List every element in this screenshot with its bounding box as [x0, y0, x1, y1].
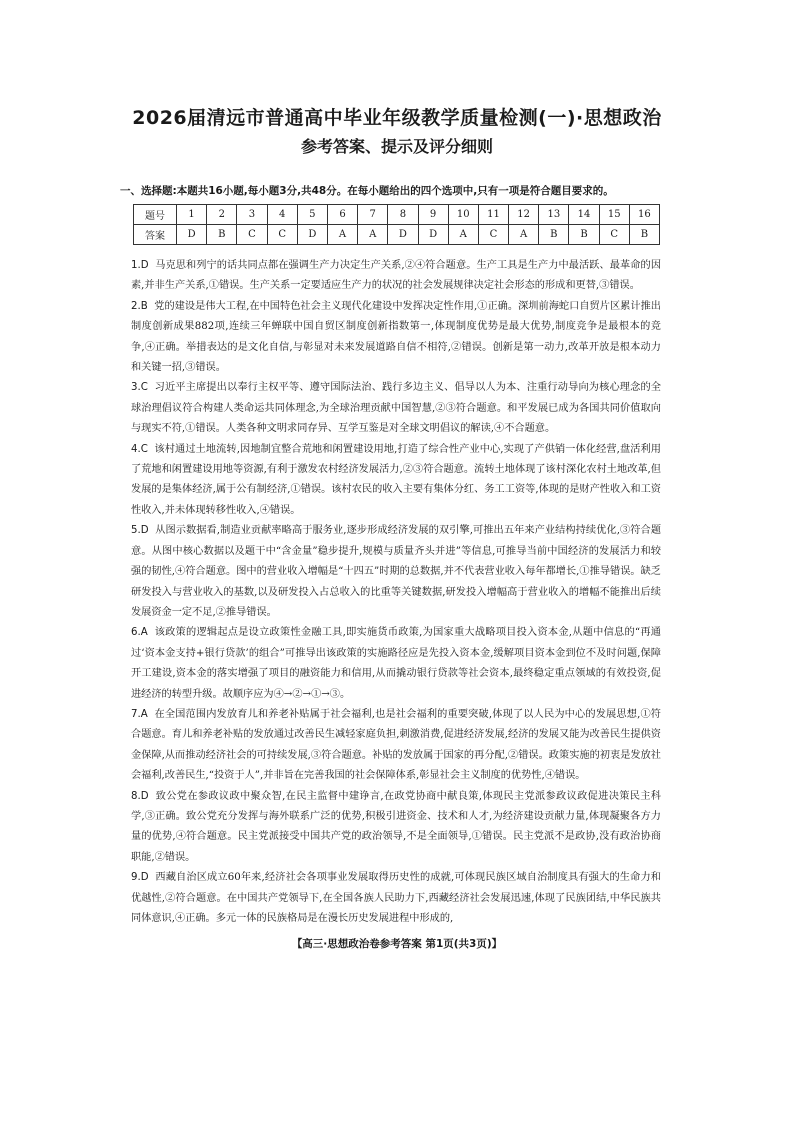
- item-number: 8.D: [131, 790, 149, 802]
- item-number: 2.B: [131, 300, 148, 312]
- answer-cell: C: [599, 225, 629, 245]
- item-text: 该村通过土地流转,因地制宜整合荒地和闲置建设用地,打造了综合性产业中心,实现了产供销一体化经营,盘活利用了荒地和闲置建设用地等资源,有利于激发农村经济发展活力,②③符合题意。流转土地体现了该村深化农村土地改革,但发展的是集体经济,属于公有制经济,①错误。该村农民的收入主要有集体分红、务工工资等,体现的是财产性收入和工资性收入,并未体现转移性收入,④错误。: [131, 443, 661, 516]
- question-number: 1: [177, 205, 207, 225]
- item-text: 从图示数据看,制造业贡献率略高于服务业,逐步形成经济发展的双引擎,可推出五年来产业结构持续优化,③符合题意。从图中核心数据以及题干中“含金量”稳步提升,规模与质量齐头并进”等信息,可推导当前中国经济的发展活力和较强的韧性,④符合题意。图中的营业收入增幅是“十四五”时期的总数据,并不代表营业收入每年都增长,①推导错误。缺乏研发投入与营业收入的基数,以及研发投入占总收入的比重等关键数据,研发投入增幅高于营业收入的增幅不能推出后续发展资金一定不足,②推导错误。: [131, 525, 662, 618]
- explanation-item: [131, 297, 661, 379]
- item-number: 4.C: [131, 443, 148, 455]
- row-label-question: 题号: [134, 205, 177, 225]
- question-number: 5: [297, 205, 327, 225]
- explanation-item: [131, 521, 661, 623]
- question-number: 15: [599, 205, 629, 225]
- question-number: 13: [539, 205, 569, 225]
- answer-cell: B: [207, 225, 237, 245]
- page-title: 2026届清远市普通高中毕业年级教学质量检测(一)·思想政治: [132, 107, 662, 129]
- item-number: 6.A: [131, 627, 148, 639]
- answer-cell: A: [358, 225, 388, 245]
- page-footer: 【高三·思想政治卷参考答案 第1页(共3页)】: [291, 938, 503, 950]
- row-label-answer: 答案: [134, 225, 177, 245]
- item-text: 在全国范围内发放育儿和养老补贴属于社会福利,也是社会福利的重要突破,体现了以人民为中心的发展思想,①符合题意。育儿和养老补贴的发放通过改善民生减轻家庭负担,刺激消费,促进经济发展,经济的发展又能为改善民生提供资金保障,从而推动经济社会的可持续发展,③符合题意。补贴的发放属于国家的再分配,②错误。政策实施的初衷是发放社会福利,改善民生,“投资于人”,并非旨在完善我国的社会保障体系,彰显社会主义制度的优势性,④错误。: [131, 708, 661, 782]
- answer-cell: D: [418, 225, 448, 245]
- page-subtitle: 参考答案、提示及评分细则: [300, 137, 493, 156]
- item-number: 5.D: [131, 525, 149, 537]
- answer-cell: D: [388, 225, 418, 245]
- answer-row: [134, 225, 660, 245]
- answer-cell: B: [629, 225, 659, 245]
- explanation-item: [131, 623, 661, 705]
- answer-cell: A: [509, 225, 539, 245]
- question-number: 4: [267, 205, 297, 225]
- item-text: 党的建设是伟大工程,在中国特色社会主义现代化建设中发挥决定性作用,①正确。深圳前海蛇口自贸片区累计推出制度创新成果882项,连续三年蝉联中国自贸区制度创新指数第一,体现制度优势是最大优势,制度竞争是最根本的竞争,④正确。举措表达的是文化自信,与彰显对未来发展道路自信不相符,②错误。创新是第一动力,改革开放是根本动力和关键一招,③错误。: [131, 300, 661, 374]
- explanation-item: [131, 787, 661, 869]
- answer-cell: C: [478, 225, 508, 245]
- explanation-list: [131, 256, 661, 929]
- question-number: 11: [478, 205, 508, 225]
- section-heading: 一、选择题:本题共16小题,每小题3分,共48分。在每小题给出的四个选项中,只有一项是符合题目要求的。: [120, 185, 614, 197]
- item-number: 7.A: [131, 708, 148, 720]
- item-number: 9.D: [131, 872, 149, 884]
- question-number: 8: [388, 205, 418, 225]
- question-number: 7: [358, 205, 388, 225]
- answer-cell: C: [267, 225, 297, 245]
- question-number-row: [134, 205, 660, 225]
- item-text: 西藏自治区成立60年来,经济社会各项事业发展取得历史性的成就,可体现民族区域自治制度具有强大的生命力和优越性,②符合题意。在中国共产党领导下,在全国各族人民助力下,西藏经济社会发展迅速,体现了民族团结,中华民族共同体意识,④正确。多元一体的民族格局是在漫长历史发展进程中形成的,: [131, 872, 661, 924]
- answer-cell: D: [297, 225, 327, 245]
- answer-table: [133, 204, 660, 245]
- question-number: 10: [448, 205, 478, 225]
- explanation-item: [131, 440, 661, 522]
- explanation-item: [131, 868, 661, 929]
- answer-cell: B: [569, 225, 599, 245]
- item-text: 致公党在参政议政中聚众智,在民主监督中建诤言,在政党协商中献良策,体现民主党派参政议政促进决策民主科学,③正确。致公党充分发挥与海外联系广泛的优势,积极引进资金、技术和人才,为经济建设贡献力量,体现凝聚各方力量的优势,④符合题意。民主党派接受中国共产党的政治领导,不是全面领导,①错误。民主党派不是政协,没有政治协商职能,②错误。: [131, 790, 661, 863]
- explanation-item: [131, 705, 661, 787]
- question-number: 3: [237, 205, 267, 225]
- answer-cell: A: [448, 225, 478, 245]
- question-number: 9: [418, 205, 448, 225]
- answer-cell: A: [327, 225, 357, 245]
- question-number: 6: [327, 205, 357, 225]
- explanation-item: [131, 256, 661, 297]
- answer-cell: C: [237, 225, 267, 245]
- item-text: 马克思和列宁的话共同点都在强调生产力决定生产关系,②④符合题意。生产工具是生产力中最活跃、最革命的因素,并非生产关系,①错误。生产关系一定要适应生产力的状况的社会发展规律决定社会形态的形成和更替,③错误。: [131, 260, 662, 292]
- question-number: 12: [509, 205, 539, 225]
- question-number: 2: [207, 205, 237, 225]
- item-text: 该政策的逻辑起点是设立政策性金融工具,即实施货币政策,为国家重大战略项目投入资本金,从题中信息的“再通过‘资本金支持+银行贷款’的组合”可推导出该政策的实施路径应是先投入资本金,缓解项目资本金到位不及时问题,保障开工建设,资本金的落实增强了项目的融资能力和信用,从而撬动银行贷款等社会资本,最终稳定重点领域的有效投资,促进经济的转型升级。故顺序应为④→②→①→③。: [131, 627, 661, 700]
- item-number: 3.C: [131, 382, 148, 394]
- item-number: 1.D: [131, 260, 149, 271]
- explanation-item: [131, 378, 661, 439]
- question-number: 14: [569, 205, 599, 225]
- question-number: 16: [629, 205, 659, 225]
- answer-cell: D: [177, 225, 207, 245]
- answer-cell: B: [539, 225, 569, 245]
- item-text: 习近平主席提出以奉行主权平等、遵守国际法治、践行多边主义、倡导以人为本、注重行动导向为核心理念的全球治理倡议符合构建人类命运共同体理念,为全球治理贡献中国智慧,②③符合题意。和平发展已成为各国共同价值取向与现实不符,①错误。人类各种文明求同存异、互学互鉴是对全球文明倡议的解读,④不合题意。: [131, 382, 661, 435]
